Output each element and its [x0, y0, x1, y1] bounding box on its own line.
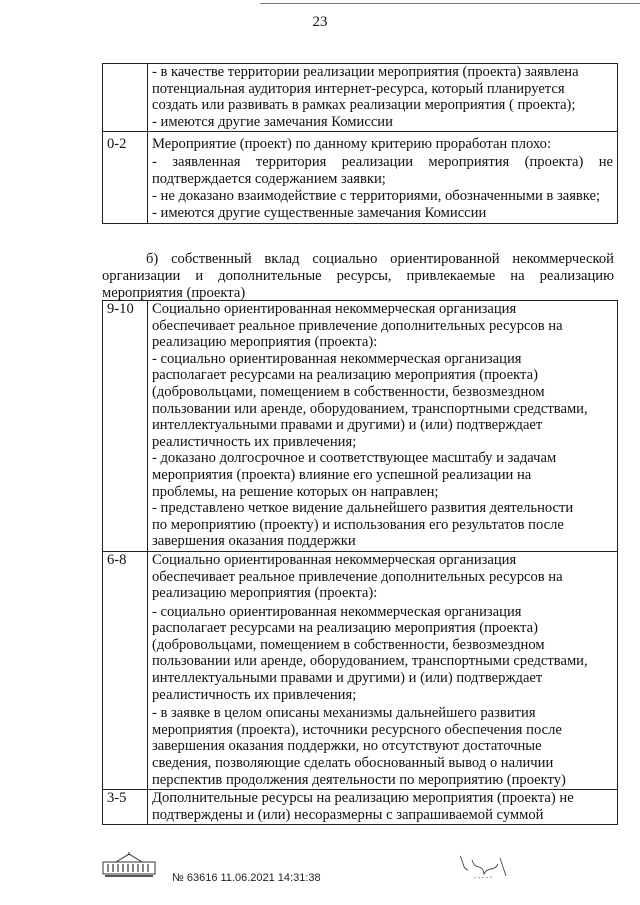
text-line: завершения оказания поддержки	[152, 533, 356, 550]
text-line: располагает ресурсами на реализацию мероприятия (проекта)	[152, 620, 538, 637]
text-line: - в качестве территории реализации мероприятия (проекта) заявлена	[152, 64, 579, 80]
text-line: интеллектуальными правами и другими) и (или) подтверждает	[152, 417, 543, 434]
text-line: обеспечивает реальное привлечение дополнительных ресурсов на	[152, 317, 563, 334]
criteria-table-a	[102, 63, 618, 224]
text-line: реализацию мероприятия (проекта):	[152, 334, 378, 351]
text-line: Социально ориентированная некоммерческая организация	[152, 551, 517, 568]
text-line: пользовании или аренде, оборудованием, транспортными средствами,	[152, 400, 588, 417]
text-line: - заявленная территория реализации мероприятия (проекта) не подтверждается содержанием заявки;	[152, 153, 613, 187]
text-line: сведения, позволяющие сделать обоснованный вывод о наличии	[152, 755, 554, 772]
text-line: мероприятия (проекта) влияние его успешной реализации на	[152, 466, 532, 483]
table-row	[103, 132, 618, 224]
text-line: - социально ориентированная некоммерческая организация	[152, 350, 522, 367]
score-cell: 3-5	[103, 790, 148, 825]
table-row	[103, 790, 618, 825]
score-cell: 9-10	[103, 301, 148, 552]
text-line: реалистичность их привлечения;	[152, 433, 357, 450]
text-line: потенциальная аудитория интернет-ресурса, который планируется	[152, 80, 565, 97]
text-line: подтверждены и (или) несоразмерны с запрашиваемой суммой	[152, 806, 544, 823]
text-line: обеспечивает реальное привлечение дополнительных ресурсов на	[152, 568, 563, 585]
description-cell	[148, 790, 618, 825]
table-row	[103, 64, 618, 132]
text-line: мероприятия (проекта), источники ресурсного обеспечения после	[152, 721, 562, 738]
page-footer	[102, 852, 622, 892]
government-building-stamp-icon	[102, 852, 156, 878]
text-line: Мероприятие (проект) по данному критерию проработан плохо:	[152, 136, 552, 153]
text-line: перспектив продолжения деятельности по мероприятию (проекту)	[152, 771, 566, 788]
score-cell: 6-8	[103, 551, 148, 789]
text-line: - доказано долгосрочное и соответствующее масштабу и задачам	[152, 450, 557, 467]
description-cell	[148, 301, 618, 552]
text-line: - представлено четкое видение дальнейшего развития деятельности	[152, 500, 574, 517]
description-cell	[148, 551, 618, 789]
signature-mark-icon	[454, 852, 514, 880]
text-line: - имеются другие замечания Комиссии	[152, 113, 393, 130]
scan-edge-line	[260, 3, 640, 4]
text-line: реализацию мероприятия (проекта):	[152, 585, 378, 602]
text-line: по мероприятию (проекту) и использования его результатов после	[152, 516, 564, 533]
table-row	[103, 301, 618, 552]
text-line: - не доказано взаимодействие с территориями, обозначенными в заявке;	[152, 187, 601, 204]
text-line: пользовании или аренде, оборудованием, транспортными средствами,	[152, 653, 588, 670]
text-line: (добровольцами, помещением в собственности, безвозмездном	[152, 636, 545, 653]
document-registration-number: № 63616 11.06.2021 14:31:38	[172, 872, 321, 884]
section-b-paragraph	[102, 251, 614, 302]
text-line: (добровольцами, помещением в собственности, безвозмездном	[152, 383, 545, 400]
text-line: - социально ориентированная некоммерческая организация	[152, 603, 522, 620]
text-line: проблемы, на решение которых он направлен;	[152, 483, 439, 500]
description-cell	[148, 132, 618, 224]
criteria-table-b	[102, 300, 618, 825]
text-line: Социально ориентированная некоммерческая организация	[152, 301, 517, 317]
text-line: создать или развивать в рамках реализации мероприятия ( проекта);	[152, 97, 576, 114]
text-line: - имеются другие существенные замечания Комиссии	[152, 205, 487, 222]
text-line: располагает ресурсами на реализацию мероприятия (проекта)	[152, 367, 538, 384]
text-line: Дополнительные ресурсы на реализацию мероприятия (проекта) не	[152, 790, 574, 807]
description-cell	[148, 64, 618, 132]
table-row	[103, 551, 618, 789]
text-line: реалистичность их привлечения;	[152, 686, 357, 703]
text-line: завершения оказания поддержки, но отсутствуют достаточные	[152, 738, 542, 755]
page-number: 23	[312, 14, 328, 30]
section-b-text: б) собственный вклад социально ориентированной некоммерческой организации и дополнительные ресурсы, привлекаемые на реализацию мероприятия (проекта)	[102, 251, 614, 301]
text-line: - в заявке в целом описаны механизмы дальнейшего развития	[152, 705, 536, 722]
score-cell: 0-2	[103, 132, 148, 224]
score-cell	[103, 64, 148, 132]
text-line: интеллектуальными правами и другими) и (или) подтверждает	[152, 670, 543, 687]
